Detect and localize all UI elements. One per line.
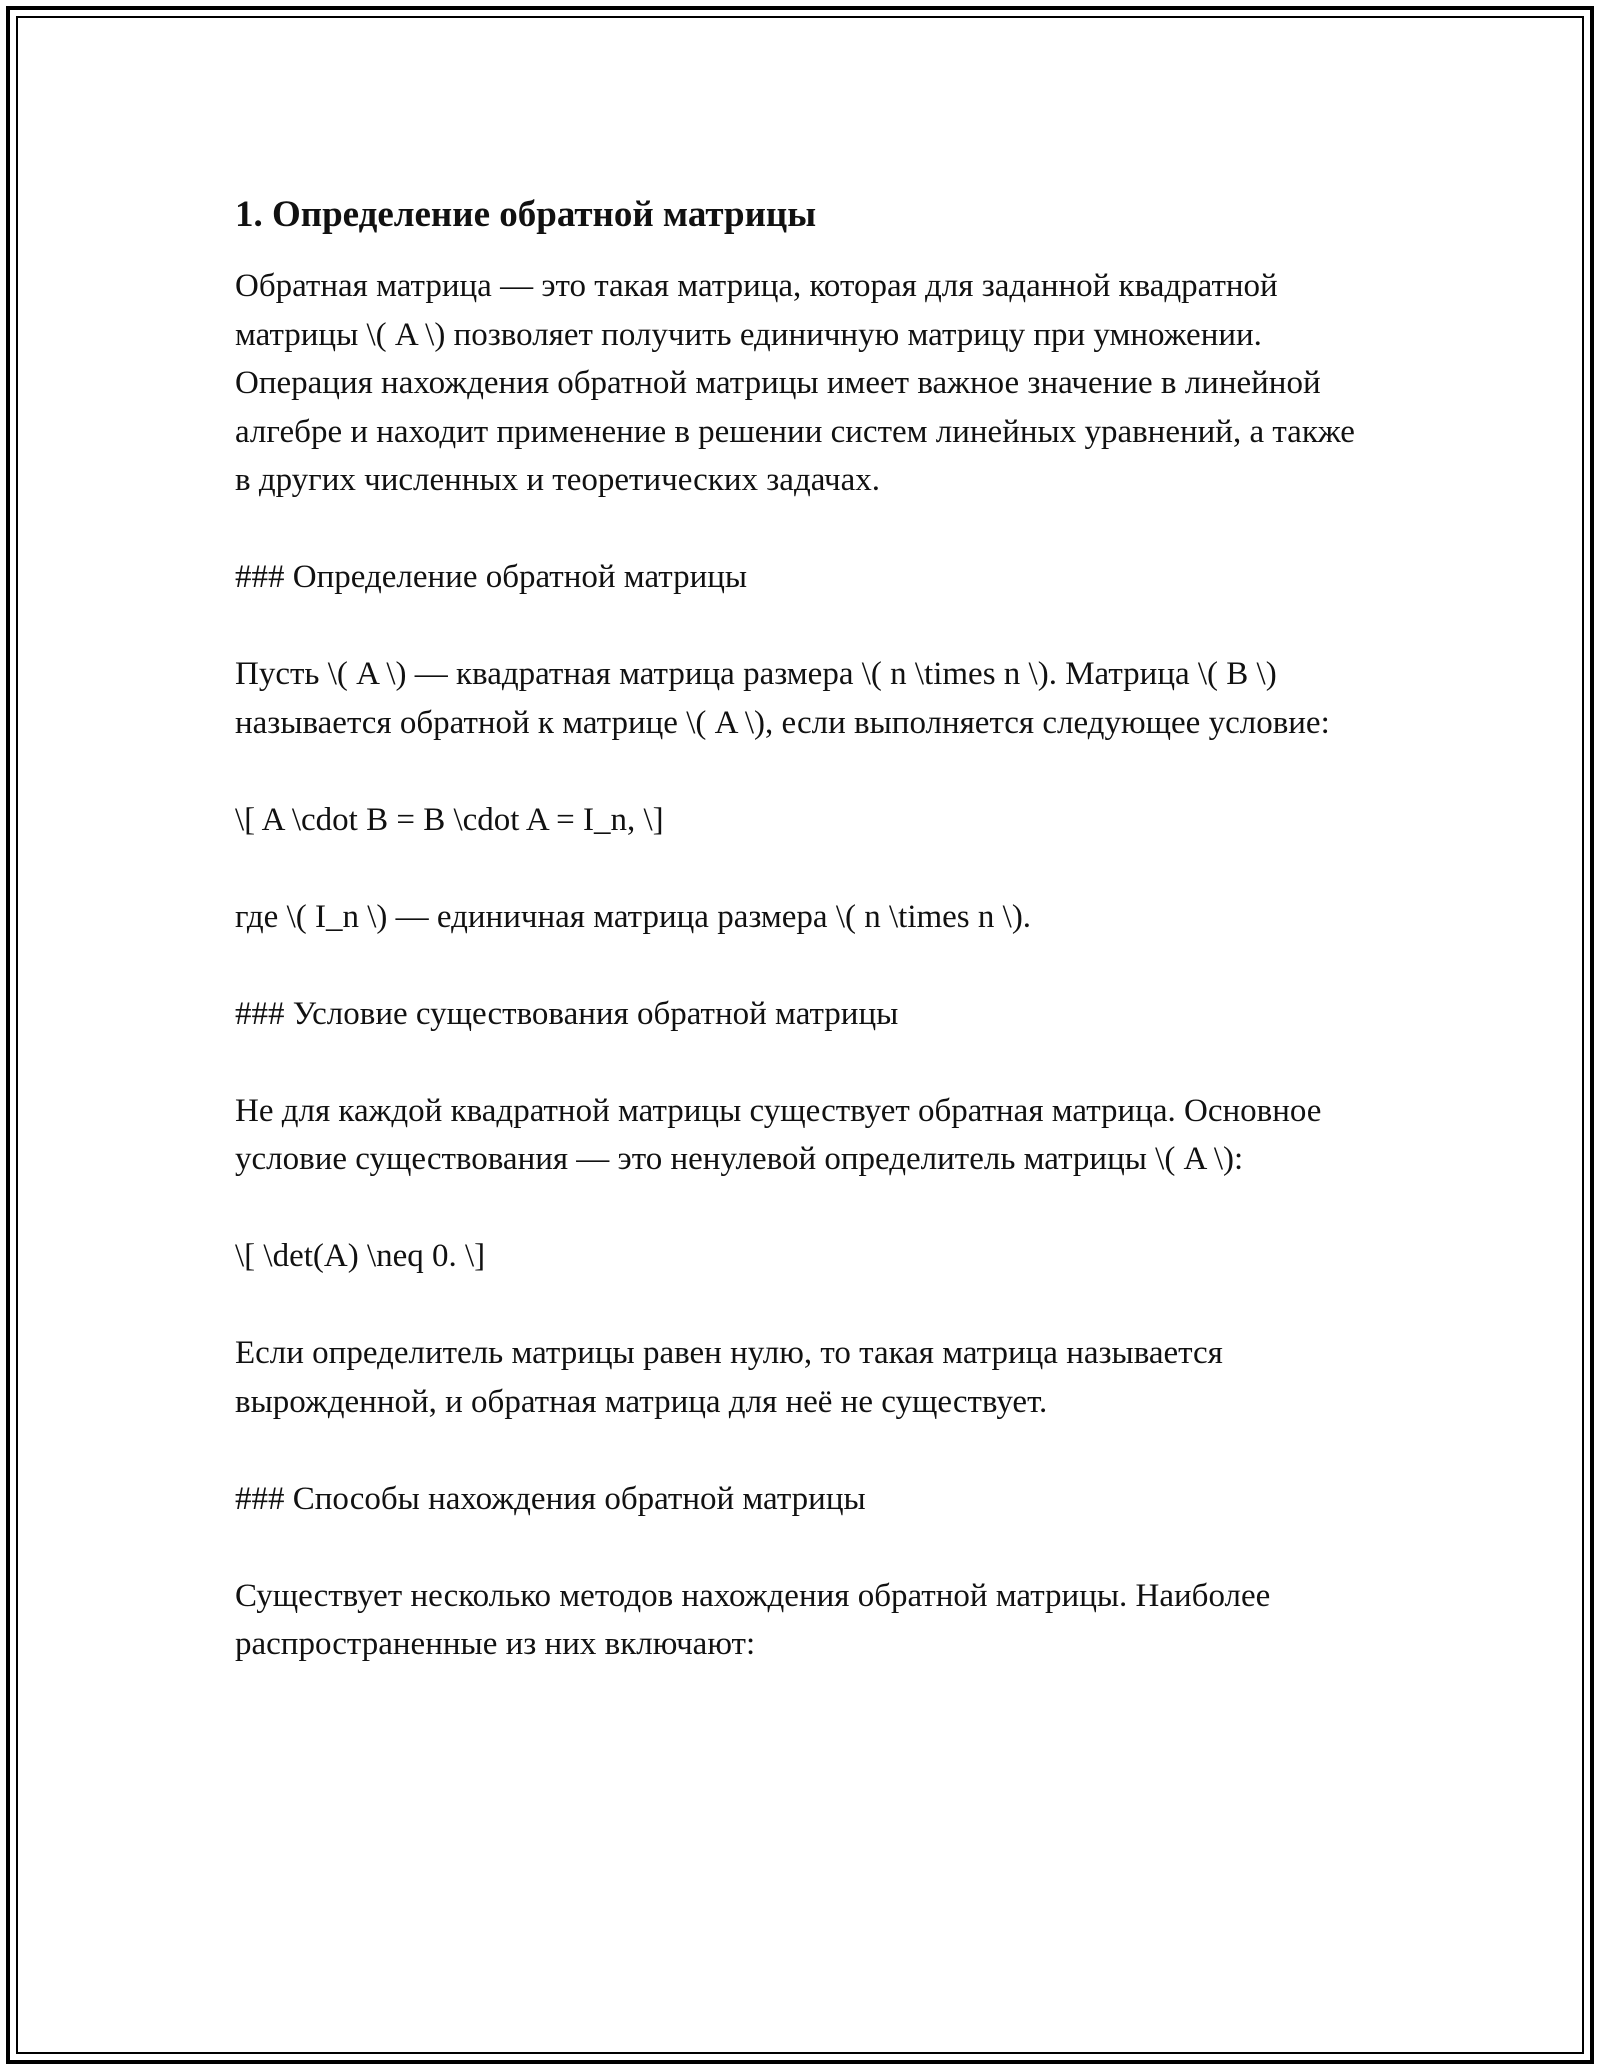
subheading-definition: ### Определение обратной матрицы (235, 559, 748, 595)
document-body (235, 190, 1370, 1717)
identity-note-paragraph: где \( I_n \) — единичная матрица размера \( n \times n \). (235, 898, 1032, 935)
formula-determinant: \[ \det(A) \neq 0. \] (235, 1238, 486, 1274)
existence-paragraph: Не для каждой квадратной матрицы существует обратная матрица. Основное условие существования — это ненулевой определитель матрицы \( A \): (235, 1092, 1322, 1177)
definition-paragraph: Пусть \( A \) — квадратная матрица размера \( n \times n \). Матрица \( B \) называется обратной к матрице \( A \), если выполняется следующее условие: (235, 656, 1330, 741)
intro-paragraph: Обратная матрица — это такая матрица, которая для заданной квадратной матрицы \( A \) позволяет получить единичную матрицу при умножении. Операция нахождения обратной матрицы имеет важное значение в линейной алгебре и находит применение в решении систем линейных уравнений, а также в других численных и теоретических задачах. (235, 268, 1355, 498)
subheading-methods: ### Способы нахождения обратной матрицы (235, 1480, 866, 1517)
subheading-existence: ### Условие существования обратной матрицы (235, 995, 899, 1032)
methods-paragraph: Существует несколько методов нахождения обратной матрицы. Наиболее распространенные из них включают: (235, 1577, 1271, 1662)
singular-paragraph: Если определитель матрицы равен нулю, то такая матрица называется вырожденной, и обратная матрица для неё не существует. (235, 1335, 1223, 1420)
section-title: 1. Определение обратной матрицы (235, 194, 817, 235)
formula-inverse: \[ A \cdot B = B \cdot A = I_n, \] (235, 801, 664, 838)
